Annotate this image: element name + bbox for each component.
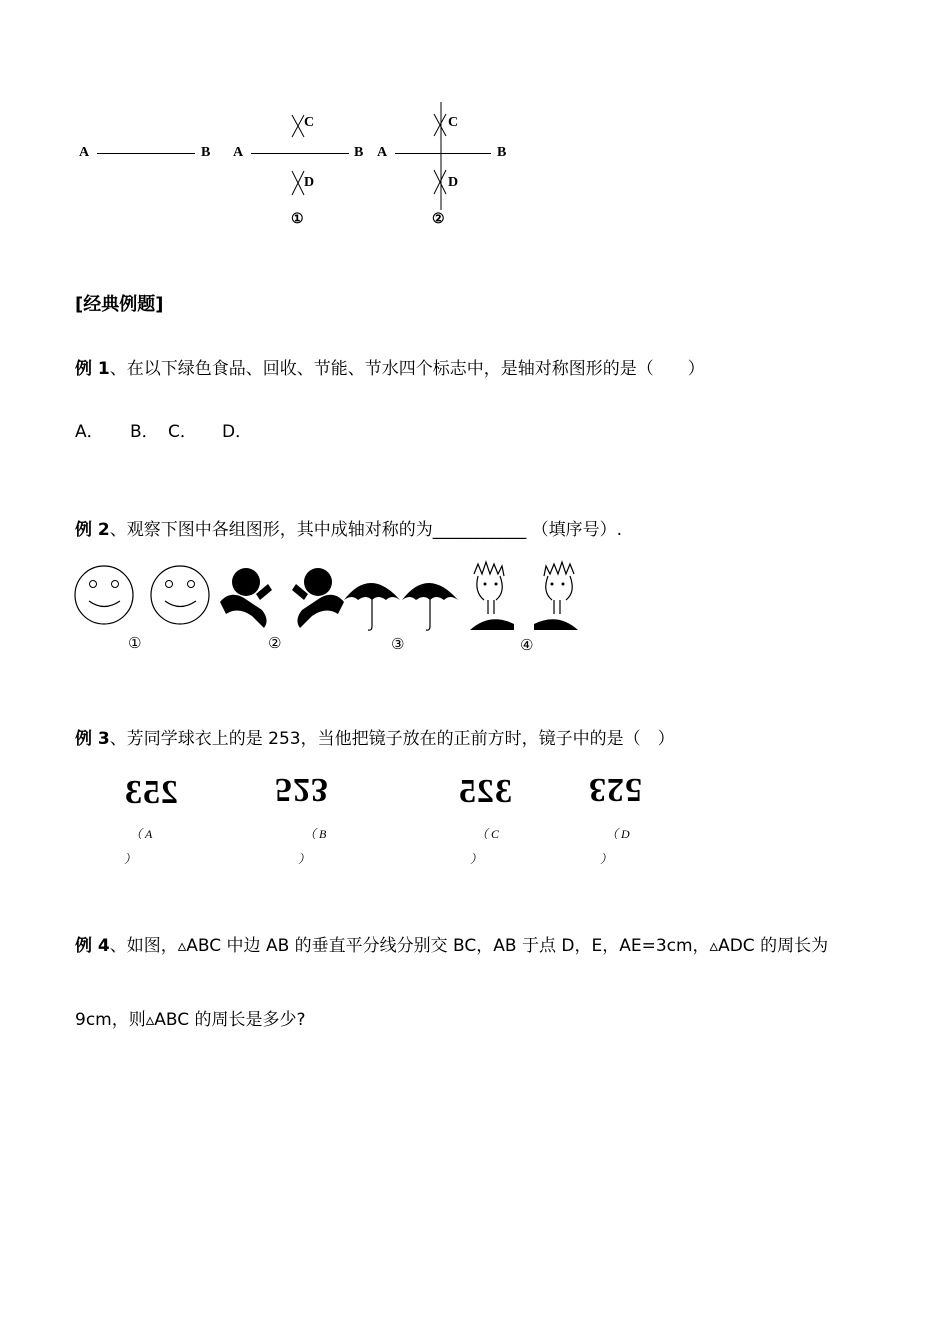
example-4-text: 、如图，▵ABC 中边 AB 的垂直平分线分别交 BC，AB 于点 D，E，AE=3cm，▵ADC 的周长为	[109, 936, 829, 956]
example-1-question	[75, 354, 705, 379]
option-d-close: ）	[600, 852, 613, 866]
option-d-label: （ D	[606, 827, 630, 841]
example-4-question-line2: 9cm，则▵ABC 的周长是多少?	[75, 1010, 306, 1030]
point-b-label: B	[354, 145, 364, 160]
figure-number: ①	[291, 212, 304, 227]
example-1-option-c: C．	[168, 422, 197, 442]
example-1-text: 、在以下绿色食品、回收、节能、节水四个标志中，是轴对称图形的是（ ）	[109, 359, 705, 379]
scarf-figure-icon	[220, 568, 272, 628]
option-c-label: （ C	[476, 827, 500, 841]
option-a-mirror-number: 253	[124, 774, 178, 811]
example-3-label: 例 3	[75, 729, 110, 749]
scarf-figure-icon	[292, 568, 344, 628]
option-b-label: （ B	[304, 827, 327, 841]
segment-ab	[97, 153, 195, 154]
point-a-label: A	[377, 145, 388, 160]
point-c-label: C	[304, 115, 315, 130]
example-3-question	[75, 724, 675, 749]
point-a-label: A	[79, 145, 90, 160]
example-1-option-b: B．	[130, 422, 159, 442]
option-c-mirror-number: 325	[458, 773, 512, 810]
point-d-label: D	[304, 175, 315, 190]
smiley-face-icon	[151, 566, 209, 624]
example-2-text: 、观察下图中各组图形，其中成轴对称的为___________ （填序号）.	[109, 520, 623, 540]
point-a-label: A	[233, 145, 244, 160]
smiley-face-icon	[75, 566, 133, 624]
example-1-option-a: A．	[75, 422, 104, 442]
option-b-mirror-number: 523	[275, 771, 329, 808]
point-c-label: C	[448, 115, 459, 130]
option-d-mirror-number: 523	[588, 771, 642, 808]
figure-number: ②	[432, 212, 445, 227]
group-number: ③	[391, 635, 405, 653]
spiky-hair-face-icon	[534, 562, 578, 630]
umbrella-icon	[402, 583, 458, 630]
option-b-close: ）	[298, 852, 311, 866]
example-4-label: 例 4	[75, 936, 110, 956]
example-1-label: 例 1	[75, 359, 110, 379]
example-2-label: 例 2	[75, 520, 110, 540]
figure-groups	[70, 560, 590, 640]
spiky-hair-face-icon	[470, 562, 514, 630]
option-a-close: ）	[124, 852, 137, 866]
group-number: ②	[268, 634, 282, 652]
example-4-question-line1	[75, 931, 828, 956]
point-d-label: D	[448, 175, 459, 190]
group-number: ④	[520, 636, 534, 654]
option-a-label: （ A	[130, 827, 153, 841]
umbrella-icon	[344, 583, 400, 630]
example-3-text: 、芳同学球衣上的是 253，当他把镜子放在的正前方时，镜子中的是（ ）	[109, 729, 675, 749]
example-1-option-d: D．	[222, 422, 253, 442]
option-c-close: ）	[470, 852, 483, 866]
group-number: ①	[128, 634, 142, 652]
section-title: [经典例题]	[75, 294, 164, 315]
point-b-label: B	[201, 145, 211, 160]
example-2-question	[75, 515, 622, 540]
point-b-label: B	[497, 145, 507, 160]
